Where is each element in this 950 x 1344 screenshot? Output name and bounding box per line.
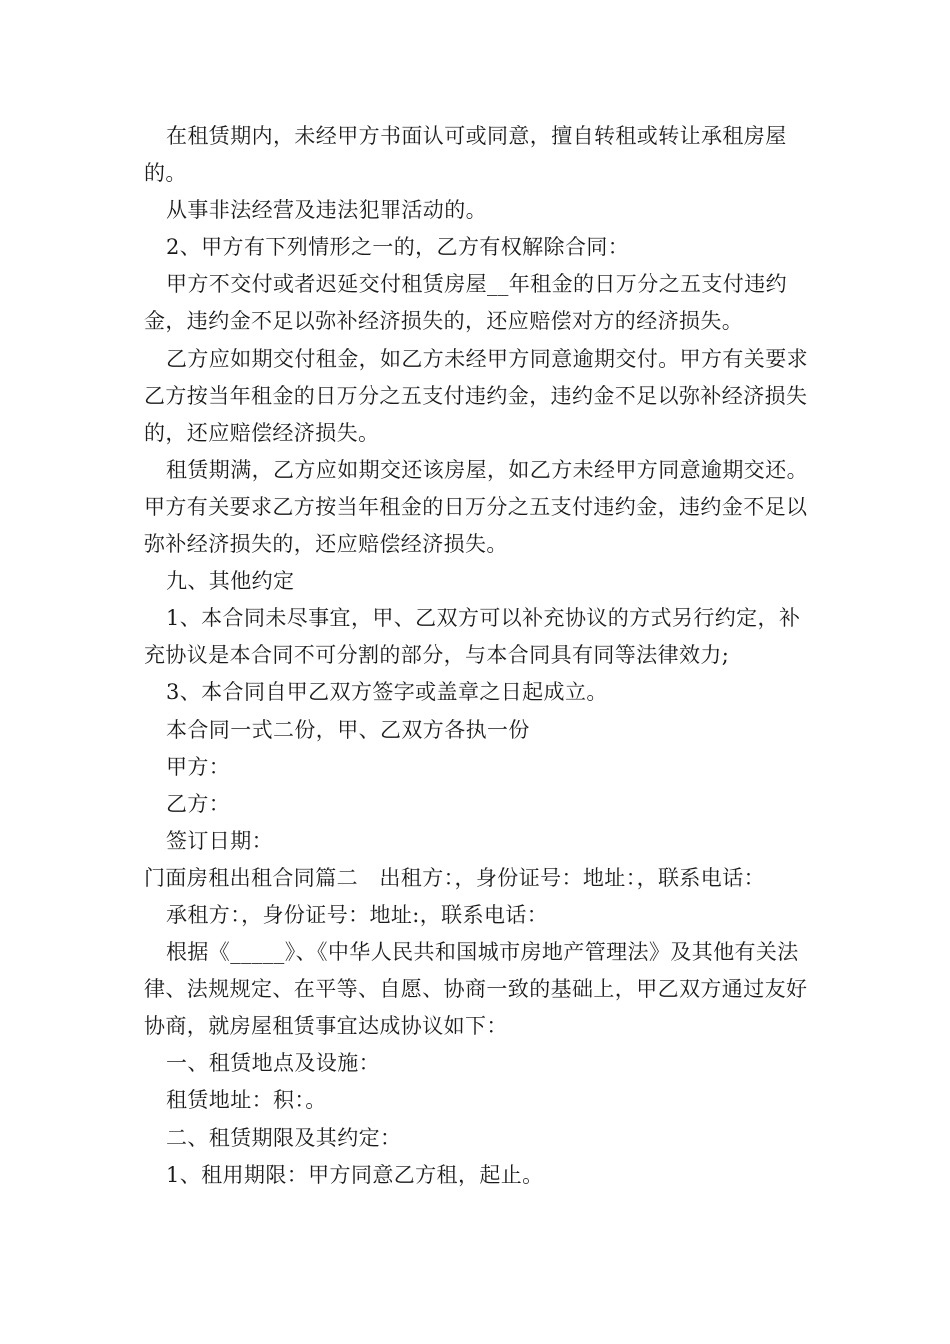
- paragraph-legal-basis: 根据《_____》、《中华人民共和国城市房地产管理法》及其他有关法律、法规规定、在平等、自愿、协商一致的基础上，甲乙双方通过友好协商，就房屋租赁事宜达成协议如下：: [144, 940, 808, 1039]
- lease-address-line: 租赁地址：积：。: [166, 1088, 327, 1113]
- contract-two-title-lessor: 门面房租出租合同篇二 出租方：，身份证号：地址：，联系电话：: [144, 865, 765, 890]
- section-heading-lease-term: 二、租赁期限及其约定：: [166, 1125, 402, 1150]
- signing-date-line: 签订日期：: [166, 828, 273, 853]
- lease-term-line: 1、租用期限：甲方同意乙方租，起止。: [166, 1162, 544, 1187]
- paragraph-illegal-activity: 从事非法经营及违法犯罪活动的。: [166, 198, 487, 223]
- paragraph-copies: 本合同一式二份，甲、乙双方各执一份: [166, 717, 530, 742]
- document-body: [144, 118, 810, 1194]
- paragraph-delivery-penalty: 甲方不交付或者迟延交付租赁房屋__年租金的日万分之五支付违约金，违约金不足以弥补经济损失的，还应赔偿对方的经济损失。: [144, 272, 787, 334]
- paragraph-lease-expiry: 租赁期满，乙方应如期交还该房屋，如乙方未经甲方同意逾期交还。甲方有关要求乙方按当年租金的日万分之五支付违约金，违约金不足以弥补经济损失的，还应赔偿经济损失。: [144, 457, 808, 557]
- paragraph-sublease-clause: 在租赁期内，未经甲方书面认可或同意，擅自转租或转让承租房屋的。: [144, 124, 787, 186]
- section-heading-other-terms: 九、其他约定: [166, 569, 295, 594]
- party-a-signature-line: 甲方：: [166, 754, 231, 779]
- paragraph-rent-payment: 乙方应如期交付租金，如乙方未经甲方同意逾期交付。甲方有关要求乙方按当年租金的日万分之五支付违约金，违约金不足以弥补经济损失的，还应赔偿经济损失。: [144, 346, 808, 445]
- paragraph-supplementary-agreement: 1、本合同未尽事宜，甲、乙双方可以补充协议的方式另行约定，补充协议是本合同不可分割的部分，与本合同具有同等法律效力;: [144, 606, 801, 668]
- lessee-info-line: 承租方：，身份证号：地址:，联系电话：: [166, 902, 549, 927]
- section-heading-location: 一、租赁地点及设施：: [166, 1051, 380, 1076]
- paragraph-termination-heading: 2、甲方有下列情形之一的，乙方有权解除合同：: [166, 235, 630, 260]
- paragraph-effective-date: 3、本合同自甲乙双方签字或盖章之日起成立。: [166, 680, 608, 705]
- party-b-signature-line: 乙方：: [166, 791, 231, 816]
